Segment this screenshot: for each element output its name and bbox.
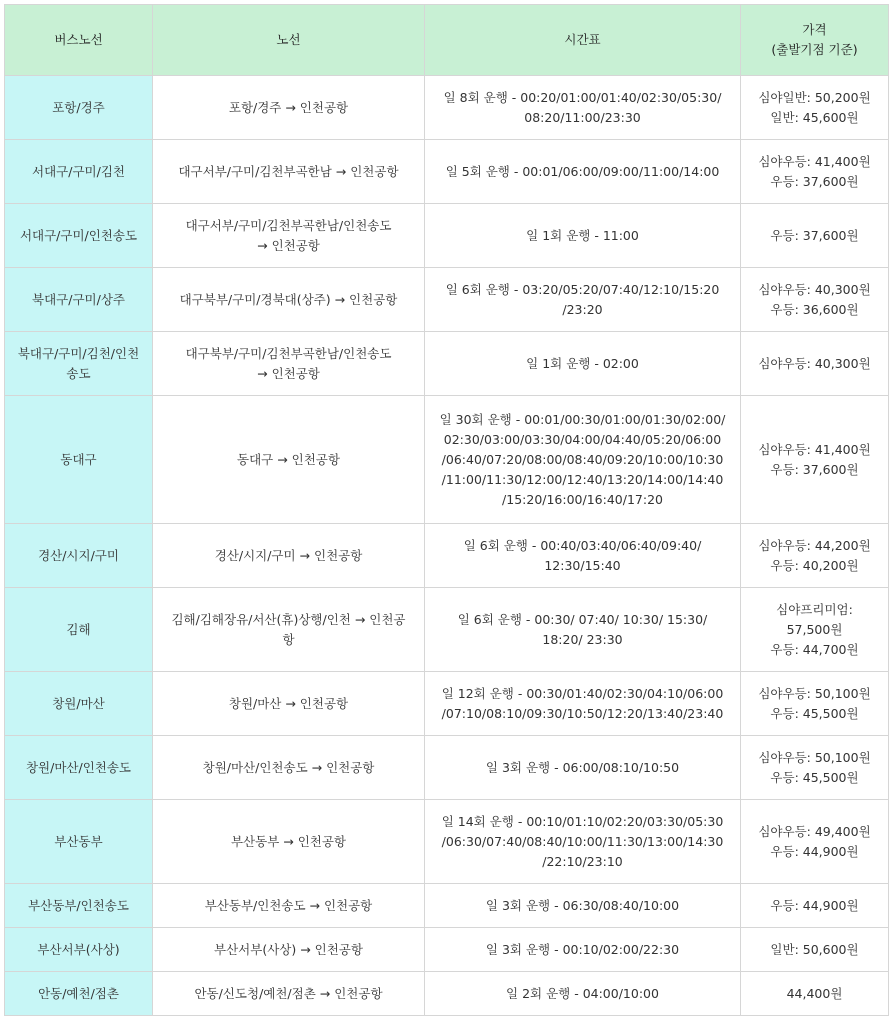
- schedule-cell: 일 8회 운행 - 00:20/01:00/01:40/02:30/05:30/ 08:20/11:00/23:30: [425, 76, 741, 140]
- schedule-cell: 일 14회 운행 - 00:10/01:10/02:20/03:30/05:30 /06:30/07:40/08:40/10:00/11:30/13:00/14:30 /22:10/23:10: [425, 800, 741, 884]
- table-row: [5, 76, 889, 140]
- bus-cell: 포항/경주: [5, 76, 153, 140]
- schedule-cell: 일 1회 운행 - 02:00: [425, 332, 741, 396]
- bus-cell: 부산동부/인천송도: [5, 884, 153, 928]
- schedule-cell: 일 3회 운행 - 06:00/08:10/10:50: [425, 736, 741, 800]
- schedule-cell: 일 6회 운행 - 00:40/03:40/06:40/09:40/ 12:30/15:40: [425, 524, 741, 588]
- price-cell: 심야우등: 41,400원 우등: 37,600원: [741, 396, 889, 524]
- schedule-cell: 일 6회 운행 - 03:20/05:20/07:40/12:10/15:20 /23:20: [425, 268, 741, 332]
- bus-cell: 경산/시지/구미: [5, 524, 153, 588]
- bus-cell: 동대구: [5, 396, 153, 524]
- schedule-cell: 일 5회 운행 - 00:01/06:00/09:00/11:00/14:00: [425, 140, 741, 204]
- price-cell: 심야우등: 41,400원 우등: 37,600원: [741, 140, 889, 204]
- header-route: 노선: [153, 5, 425, 76]
- schedule-cell: 일 30회 운행 - 00:01/00:30/01:00/01:30/02:00/ 02:30/03:00/03:30/04:00/04:40/05:20/06:00 /06:40/07:20/08:00/08:40/09:20/10:00/10:30 /11:00/11:30/12:00/12:40/13:20/14:00/14:40 /15:20/16:00/16:40/17:20: [425, 396, 741, 524]
- route-cell: 부산동부 → 인천공항: [153, 800, 425, 884]
- route-cell: 창원/마산 → 인천공항: [153, 672, 425, 736]
- bus-cell: 부산동부: [5, 800, 153, 884]
- schedule-cell: 일 3회 운행 - 06:30/08:40/10:00: [425, 884, 741, 928]
- bus-cell: 부산서부(사상): [5, 928, 153, 972]
- table-row: [5, 588, 889, 672]
- bus-cell: 서대구/구미/인천송도: [5, 204, 153, 268]
- bus-cell: 북대구/구미/상주: [5, 268, 153, 332]
- route-cell: 대구북부/구미/김천부곡한남/인천송도 → 인천공항: [153, 332, 425, 396]
- price-cell: 44,400원: [741, 972, 889, 1016]
- table-row: [5, 800, 889, 884]
- bus-cell: 김해: [5, 588, 153, 672]
- price-cell: 일반: 50,600원: [741, 928, 889, 972]
- price-cell: 심야우등: 40,300원: [741, 332, 889, 396]
- header-price: 가격 (출발기점 기준): [741, 5, 889, 76]
- route-cell: 대구서부/구미/김천부곡한남 → 인천공항: [153, 140, 425, 204]
- table-row: [5, 204, 889, 268]
- bus-cell: 북대구/구미/김천/인천 송도: [5, 332, 153, 396]
- bus-schedule-table: [4, 4, 889, 1016]
- schedule-cell: 일 3회 운행 - 00:10/02:00/22:30: [425, 928, 741, 972]
- header-bus: 버스노선: [5, 5, 153, 76]
- table-row: [5, 928, 889, 972]
- bus-cell: 안동/예천/점촌: [5, 972, 153, 1016]
- table-row: [5, 268, 889, 332]
- route-cell: 김해/김해장유/서산(휴)상행/인천 → 인천공 항: [153, 588, 425, 672]
- route-cell: 포항/경주 → 인천공항: [153, 76, 425, 140]
- price-cell: 심야우등: 49,400원 우등: 44,900원: [741, 800, 889, 884]
- table-row: [5, 672, 889, 736]
- route-cell: 대구북부/구미/경북대(상주) → 인천공항: [153, 268, 425, 332]
- price-cell: 심야우등: 50,100원 우등: 45,500원: [741, 736, 889, 800]
- schedule-cell: 일 2회 운행 - 04:00/10:00: [425, 972, 741, 1016]
- table-row: [5, 140, 889, 204]
- bus-cell: 창원/마산: [5, 672, 153, 736]
- price-cell: 심야프리미엄: 57,500원 우등: 44,700원: [741, 588, 889, 672]
- table-row: [5, 884, 889, 928]
- header-row: [5, 5, 889, 76]
- route-cell: 대구서부/구미/김천부곡한남/인천송도 → 인천공항: [153, 204, 425, 268]
- route-cell: 동대구 → 인천공항: [153, 396, 425, 524]
- price-cell: 우등: 37,600원: [741, 204, 889, 268]
- bus-cell: 서대구/구미/김천: [5, 140, 153, 204]
- route-cell: 안동/신도청/예천/점촌 → 인천공항: [153, 972, 425, 1016]
- route-cell: 부산서부(사상) → 인천공항: [153, 928, 425, 972]
- schedule-cell: 일 6회 운행 - 00:30/ 07:40/ 10:30/ 15:30/ 18:20/ 23:30: [425, 588, 741, 672]
- schedule-cell: 일 12회 운행 - 00:30/01:40/02:30/04:10/06:00 /07:10/08:10/09:30/10:50/12:20/13:40/23:40: [425, 672, 741, 736]
- bus-cell: 창원/마산/인천송도: [5, 736, 153, 800]
- price-cell: 심야우등: 50,100원 우등: 45,500원: [741, 672, 889, 736]
- schedule-cell: 일 1회 운행 - 11:00: [425, 204, 741, 268]
- header-schedule: 시간표: [425, 5, 741, 76]
- table-row: [5, 736, 889, 800]
- price-cell: 심야우등: 44,200원 우등: 40,200원: [741, 524, 889, 588]
- table-row: [5, 332, 889, 396]
- route-cell: 부산동부/인천송도 → 인천공항: [153, 884, 425, 928]
- table-row: [5, 524, 889, 588]
- route-cell: 경산/시지/구미 → 인천공항: [153, 524, 425, 588]
- price-cell: 심야일반: 50,200원 일반: 45,600원: [741, 76, 889, 140]
- price-cell: 우등: 44,900원: [741, 884, 889, 928]
- route-cell: 창원/마산/인천송도 → 인천공항: [153, 736, 425, 800]
- table-row: [5, 396, 889, 524]
- table-row: [5, 972, 889, 1016]
- price-cell: 심야우등: 40,300원 우등: 36,600원: [741, 268, 889, 332]
